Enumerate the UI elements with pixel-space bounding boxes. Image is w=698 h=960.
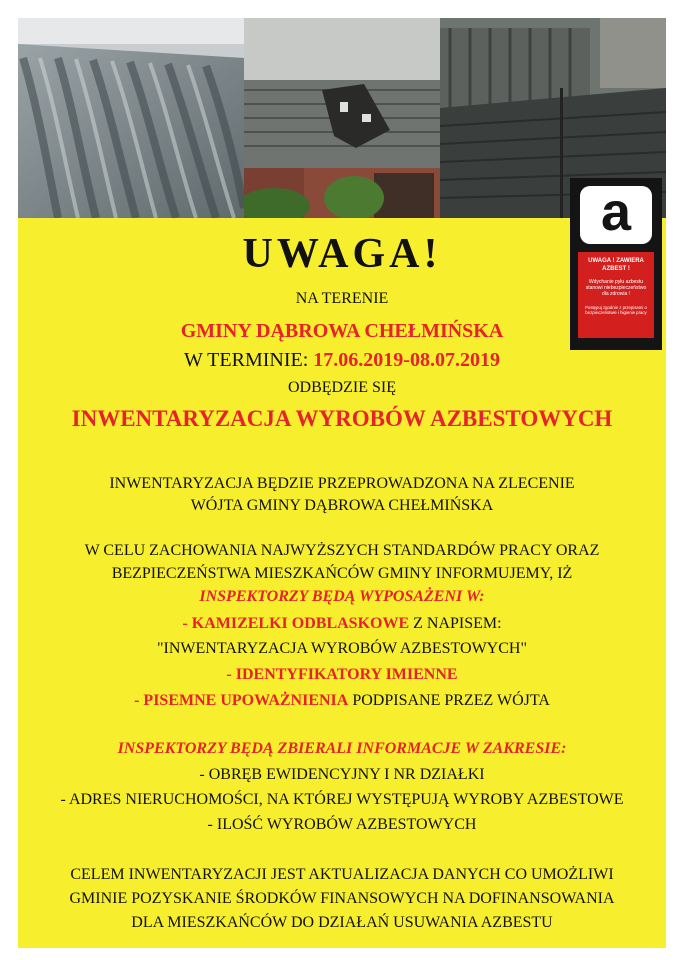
- item-authorization: [18, 692, 666, 710]
- vest-inscription: "INWENTARYZACJA WYROBÓW AZBESTOWYCH": [156, 640, 527, 657]
- inspectors-collect-heading: INSPEKTORZY BĘDĄ ZBIERALI INFORMACJE W ZAKRESIE:: [117, 740, 567, 757]
- collect-item: - ILOŚĆ WYROBÓW AZBESTOWYCH: [207, 816, 477, 833]
- para1-line2: WÓJTA GMINY DĄBROWA CHEŁMIŃSKA: [190, 497, 494, 514]
- collect-item: - ADRES NIERUCHOMOŚCI, NA KTÓREJ WYSTĘPUJĄ WYROBY AZBESTOWE: [60, 791, 624, 808]
- date-range-line: [18, 349, 666, 372]
- inspectors-equipped-heading: INSPEKTORZY BĘDĄ WYPOSAŻENI W:: [199, 588, 485, 605]
- item-ids: - IDENTYFIKATORY IMIENNE: [226, 666, 458, 683]
- warning-title: UWAGA ! ZAWIERA AZBEST !: [588, 258, 644, 272]
- asbestos-a-icon: a: [580, 186, 652, 244]
- odbedzie-text: ODBĘDZIE SIĘ: [288, 379, 396, 396]
- photo-strip: [18, 18, 666, 218]
- closing-line2: GMINIE POZYSKANIE ŚRODKÓW FINANSOWYCH NA DOFINANSOWANIA: [69, 890, 615, 907]
- closing-line1: CELEM INWENTARYZACJI JEST AKTUALIZACJA DANYCH CO UMOŻLIWI: [70, 866, 614, 883]
- closing-line3: DLA MIESZKAŃCÓW DO DZIAŁAŃ USUWANIA AZBESTU: [131, 914, 553, 931]
- headline: INWENTARYZACJA WYROBÓW AZBESTOWYCH: [71, 406, 613, 431]
- gmina-name: GMINY DĄBROWA CHEŁMIŃSKA: [180, 320, 504, 342]
- item-auth-suffix: PODPISANE PRZEZ WÓJTA: [348, 692, 550, 709]
- termin-label: W TERMINIE:: [184, 349, 309, 371]
- asbestos-poster: [18, 18, 666, 948]
- damaged-barn-photo: [244, 18, 440, 218]
- collect-item: - OBRĘB EWIDENCYJNY I NR DZIAŁKI: [199, 766, 485, 783]
- poster-title: UWAGA!: [242, 231, 442, 277]
- item-vests: [18, 615, 666, 633]
- warning-body: Wdychanie pyłu azbestu stanowi niebezpieczeństwo dla zdrowia !: [585, 279, 647, 297]
- item-auth-label: - PISEMNE UPOWAŻNIENIA: [134, 692, 349, 709]
- termin-value: 17.06.2019-08.07.2019: [313, 349, 500, 371]
- para1-line1: INWENTARYZACJA BĘDZIE PRZEPROWADZONA NA ZLECENIE: [109, 475, 575, 492]
- na-terenie-text: NA TERENIE: [295, 290, 389, 307]
- warning-foot: Postępuj zgodnie z przepisami o bezpieczeństwie i higienie pracy: [585, 305, 647, 315]
- para2-line2: BEZPIECZEŃSTWA MIESZKAŃCÓW GMINY INFORMUJEMY, IŻ: [111, 565, 573, 582]
- para2-line1: W CELU ZACHOWANIA NAJWYŻSZYCH STANDARDÓW PRACY ORAZ: [84, 542, 600, 559]
- corrugated-roof-photo: [18, 18, 244, 218]
- item-vests-label: - KAMIZELKI ODBLASKOWE: [182, 615, 410, 632]
- item-vests-suffix: Z NAPISEM:: [409, 615, 502, 632]
